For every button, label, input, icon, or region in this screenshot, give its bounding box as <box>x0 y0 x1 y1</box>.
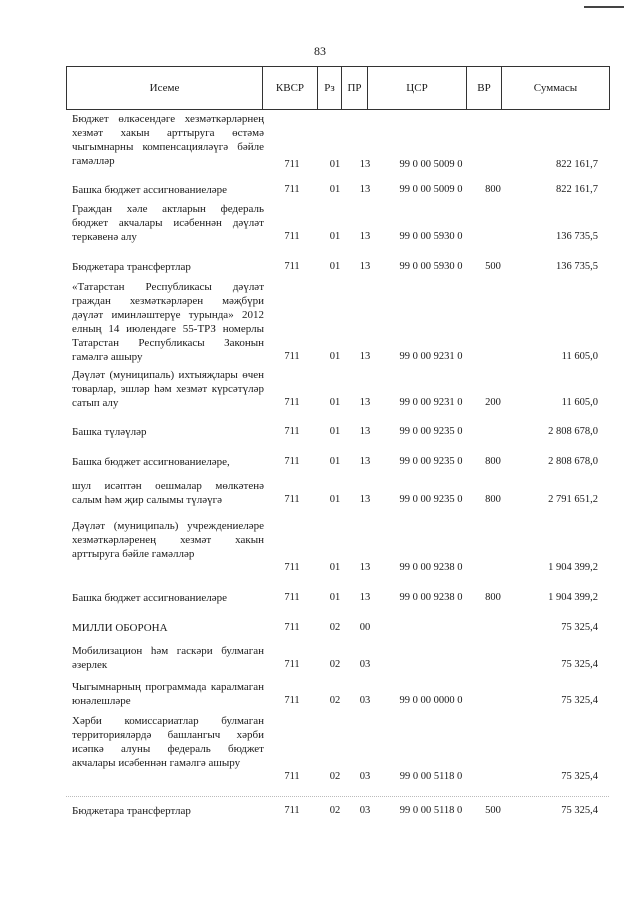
table-row <box>72 280 612 364</box>
row-pr: 13 <box>359 351 371 362</box>
row-csr: 99 0 00 5930 0 <box>399 231 463 242</box>
row-vr: 800 <box>485 592 501 603</box>
row-rz: 01 <box>329 397 341 408</box>
row-vr: 800 <box>485 494 501 505</box>
row-pr: 13 <box>359 494 371 505</box>
row-csr: 99 0 00 0000 0 <box>399 695 463 706</box>
table-header <box>66 66 610 110</box>
row-rz: 01 <box>329 592 341 603</box>
row-kvsr: 711 <box>284 159 300 170</box>
row-rz: 01 <box>329 562 341 573</box>
table-row <box>72 202 612 244</box>
table-row <box>72 804 612 818</box>
row-vr: 800 <box>485 184 501 195</box>
row-kvsr: 711 <box>284 771 300 782</box>
row-name: Хәрби комиссариатлар булмаган территорияләрдә башлангыч хәрби исәпкә алуны федераль бюджет акчалары исәбеннән гамәлгә ашыру <box>72 715 264 769</box>
row-pr: 03 <box>359 771 371 782</box>
row-pr: 00 <box>359 622 371 633</box>
row-pr: 03 <box>359 805 371 816</box>
row-rz: 02 <box>329 805 341 816</box>
row-pr: 13 <box>359 562 371 573</box>
table-row <box>72 479 612 507</box>
row-csr: 99 0 00 9235 0 <box>399 494 463 505</box>
row-sum: 75 325,4 <box>561 695 598 706</box>
row-csr: 99 0 00 9231 0 <box>399 397 463 408</box>
row-sum: 75 325,4 <box>561 805 598 816</box>
table-row <box>72 621 612 635</box>
row-pr: 03 <box>359 695 371 706</box>
row-pr: 03 <box>359 659 371 670</box>
row-name: Дәүләт (муниципаль) ихтыяҗлары өчен товарлар, эшләр һәм хезмәт күрсәтүләр сатып алу <box>72 369 264 409</box>
row-sum: 2 791 651,2 <box>548 494 598 505</box>
row-sum: 1 904 399,2 <box>548 592 598 603</box>
row-rz: 01 <box>329 456 341 467</box>
row-vr: 800 <box>485 456 501 467</box>
table-row <box>72 519 612 575</box>
row-csr: 99 0 00 9235 0 <box>399 426 463 437</box>
row-csr: 99 0 00 5930 0 <box>399 261 463 272</box>
header-rz: Рз <box>318 67 342 110</box>
row-csr: 99 0 00 9238 0 <box>399 592 463 603</box>
row-rz: 01 <box>329 261 341 272</box>
row-kvsr: 711 <box>284 426 300 437</box>
table-row <box>72 260 612 274</box>
row-sum: 822 161,7 <box>556 184 598 195</box>
row-sum: 75 325,4 <box>561 659 598 670</box>
row-name: Башка бюджет ассигнованиеләре, <box>72 456 230 468</box>
row-kvsr: 711 <box>284 351 300 362</box>
row-name: «Татарстан Республикасы дәүләт граждан хезмәткәрләрен мәҗбүри дәүләт иминләштерүе турында» 2012 елның 14 июлендәге 55-ТРЗ номерлы Татарстан Республикасы Законын гамәлгә ашыру <box>72 281 264 363</box>
table-row <box>72 368 612 410</box>
row-kvsr: 711 <box>284 695 300 706</box>
row-kvsr: 711 <box>284 184 300 195</box>
row-csr: 99 0 00 9238 0 <box>399 562 463 573</box>
header-kvsr: КВСР <box>263 67 318 110</box>
page-number: 83 <box>314 44 326 58</box>
row-name: МИЛЛИ ОБОРОНА <box>72 622 168 634</box>
row-rz: 01 <box>329 351 341 362</box>
row-rz: 02 <box>329 622 341 633</box>
row-sum: 75 325,4 <box>561 771 598 782</box>
row-sum: 11 605,0 <box>561 397 598 408</box>
row-rz: 01 <box>329 159 341 170</box>
row-sum: 136 735,5 <box>556 231 598 242</box>
table-row <box>72 183 612 197</box>
row-rz: 01 <box>329 426 341 437</box>
row-kvsr: 711 <box>284 659 300 670</box>
divider <box>66 796 609 797</box>
row-pr: 13 <box>359 231 371 242</box>
row-sum: 822 161,7 <box>556 159 598 170</box>
row-csr: 99 0 00 9231 0 <box>399 351 463 362</box>
row-pr: 13 <box>359 456 371 467</box>
row-pr: 13 <box>359 184 371 195</box>
table-row <box>72 714 612 784</box>
row-kvsr: 711 <box>284 231 300 242</box>
row-rz: 01 <box>329 231 341 242</box>
row-pr: 13 <box>359 426 371 437</box>
row-kvsr: 711 <box>284 562 300 573</box>
row-csr: 99 0 00 5118 0 <box>399 771 463 782</box>
table-row <box>72 455 612 469</box>
header-csr: ЦСР <box>368 67 467 110</box>
row-name: Чыгымнарның программада каралмаган юнәлешләре <box>72 681 264 707</box>
row-sum: 1 904 399,2 <box>548 562 598 573</box>
row-pr: 13 <box>359 261 371 272</box>
table-row <box>72 591 612 605</box>
row-vr: 200 <box>485 397 501 408</box>
header-name: Исеме <box>67 67 263 110</box>
row-name: шул исәптән оешмалар мөлкәтенә салым һәм җир салымы түләүгә <box>72 480 264 506</box>
row-pr: 13 <box>359 592 371 603</box>
row-name: Дәүләт (муниципаль) учреждениеләре хезмәткәрләренең хезмәт хакын арттыруга бәйле гамәлләр <box>72 520 264 560</box>
row-kvsr: 711 <box>284 261 300 272</box>
row-rz: 01 <box>329 494 341 505</box>
row-rz: 02 <box>329 695 341 706</box>
row-pr: 13 <box>359 397 371 408</box>
row-name: Башка түләүләр <box>72 426 147 438</box>
row-kvsr: 711 <box>284 397 300 408</box>
header-pr: ПР <box>342 67 368 110</box>
row-name: Бюджетара трансфертлар <box>72 261 191 273</box>
row-name: Башка бюджет ассигнованиеләре <box>72 184 227 196</box>
row-sum: 11 605,0 <box>561 351 598 362</box>
row-rz: 02 <box>329 659 341 670</box>
row-sum: 2 808 678,0 <box>548 426 598 437</box>
row-csr: 99 0 00 5009 0 <box>399 184 463 195</box>
row-kvsr: 711 <box>284 805 300 816</box>
row-pr: 13 <box>359 159 371 170</box>
row-kvsr: 711 <box>284 456 300 467</box>
row-kvsr: 711 <box>284 622 300 633</box>
row-name: Граждан хәле актларын федераль бюджет акчалары исәбеннән дәүләт теркәвенә алу <box>72 203 264 243</box>
row-sum: 2 808 678,0 <box>548 456 598 467</box>
row-kvsr: 711 <box>284 494 300 505</box>
row-rz: 02 <box>329 771 341 782</box>
row-name: Башка бюджет ассигнованиеләре <box>72 592 227 604</box>
row-csr: 99 0 00 5009 0 <box>399 159 463 170</box>
row-sum: 75 325,4 <box>561 622 598 633</box>
header-vr: ВР <box>467 67 502 110</box>
row-csr: 99 0 00 9235 0 <box>399 456 463 467</box>
header-sum: Суммасы <box>502 67 610 110</box>
row-rz: 01 <box>329 184 341 195</box>
row-sum: 136 735,5 <box>556 261 598 272</box>
table-row <box>72 112 612 172</box>
corner-mark <box>584 6 624 8</box>
row-name: Бюджет өлкәсендәге хезмәткәрләрнең хезмәт хакын арттыруга өстәмә чыгымнарны компенсацияләүгә бәйле гамәлләр <box>72 113 264 167</box>
table-body <box>72 112 612 818</box>
row-name: Бюджетара трансфертлар <box>72 805 191 817</box>
table-row <box>72 425 612 439</box>
row-name: Мобилизацион һәм гаскәри булмаган әзерлек <box>72 645 264 671</box>
table-row <box>72 680 612 708</box>
row-kvsr: 711 <box>284 592 300 603</box>
row-csr: 99 0 00 5118 0 <box>399 805 463 816</box>
row-vr: 500 <box>485 261 501 272</box>
row-vr: 500 <box>485 805 501 816</box>
table-row <box>72 644 612 672</box>
